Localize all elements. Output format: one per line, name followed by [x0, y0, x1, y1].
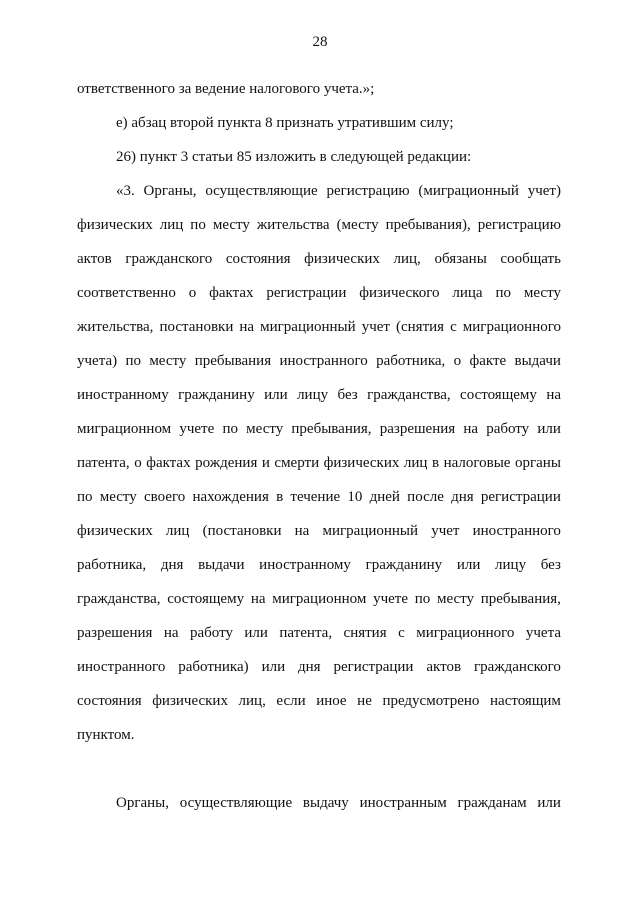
word: пребывания — [194, 353, 272, 369]
word: миграционный — [260, 319, 356, 335]
word: иностранному — [259, 557, 351, 573]
text-line — [77, 242, 561, 276]
word: сообщать — [500, 251, 561, 267]
word: (постановки — [202, 523, 282, 539]
word: состояния — [77, 693, 142, 709]
text-line: пунктом. — [77, 727, 135, 743]
word: месту — [212, 217, 250, 233]
word: Органы, — [116, 795, 169, 811]
word: пребывания, — [480, 591, 561, 607]
word: иностранному — [77, 387, 169, 403]
text-line — [77, 378, 561, 412]
text-line — [77, 616, 561, 650]
word: миграционного — [462, 319, 561, 335]
word: течение — [290, 489, 341, 505]
word: о — [134, 455, 142, 471]
word: иное — [316, 693, 347, 709]
text-line — [77, 514, 561, 548]
word: учет) — [527, 183, 561, 199]
word: миграционном — [77, 421, 172, 437]
word: гражданства, — [77, 591, 161, 607]
word: рождения — [195, 455, 258, 471]
word: факте — [469, 353, 507, 369]
word: пребывания), — [385, 217, 471, 233]
text-line: е) абзац второй пункта 8 признать утратившим силу; — [116, 115, 454, 131]
word: гражданского — [473, 659, 561, 675]
word: (месту — [336, 217, 379, 233]
word: после — [407, 489, 444, 505]
word: работника, — [77, 557, 147, 573]
word: в — [431, 455, 440, 471]
text-line — [77, 548, 561, 582]
word: выдачи — [514, 353, 561, 369]
word: актов — [77, 251, 112, 267]
word: регистрации — [266, 285, 347, 301]
word: по — [222, 421, 238, 437]
word: жительства — [256, 217, 330, 233]
word: учет — [361, 319, 390, 335]
word: по — [125, 353, 141, 369]
word: лиц, — [238, 693, 266, 709]
word: по — [77, 489, 93, 505]
word: иностранным — [359, 795, 447, 811]
word: или — [264, 387, 288, 403]
word: постановки — [159, 319, 234, 335]
word: осуществляющие — [179, 795, 293, 811]
word: месту — [99, 489, 137, 505]
text-line — [77, 582, 561, 616]
word: работника, — [376, 353, 446, 369]
text-line: ответственного за ведение налогового учета.»; — [77, 81, 375, 97]
word: физических — [323, 455, 400, 471]
word: гражданину — [178, 387, 255, 403]
word: физических — [77, 217, 153, 233]
word: или — [261, 659, 286, 675]
word: разрешения — [379, 421, 456, 437]
word: дня — [160, 557, 184, 573]
word: лицу — [297, 387, 329, 403]
word: нахождения — [192, 489, 269, 505]
text-line — [77, 208, 561, 242]
word: актов — [426, 659, 462, 675]
word: миграционном — [272, 591, 367, 607]
word: регистрации — [333, 659, 414, 675]
word: лица — [452, 285, 483, 301]
word: выдачи — [198, 557, 245, 573]
word: осуществляющие — [205, 183, 318, 199]
word: дня — [451, 489, 474, 505]
word: гражданам — [457, 795, 527, 811]
word: если — [276, 693, 306, 709]
word: с — [398, 625, 405, 641]
word: учета) — [77, 353, 118, 369]
word: (миграционный — [418, 183, 519, 199]
word: лиц — [165, 523, 190, 539]
word: по — [414, 591, 431, 607]
word: месту — [436, 591, 475, 607]
word: органы — [514, 455, 561, 471]
text-line — [77, 174, 561, 208]
word: иностранного — [77, 659, 166, 675]
word: на — [239, 319, 255, 335]
word: месту — [149, 353, 187, 369]
word: лицу — [495, 557, 527, 573]
word: лиц, — [393, 251, 421, 267]
text-line — [77, 344, 561, 378]
text-line: 26) пункт 3 статьи 85 изложить в следующей редакции: — [116, 149, 472, 165]
word: иностранного — [279, 353, 368, 369]
word: или — [537, 421, 561, 437]
word: физического — [359, 285, 440, 301]
word: месту — [246, 421, 284, 437]
word: состоящему — [460, 387, 537, 403]
word: соответственно — [77, 285, 176, 301]
word: Органы, — [143, 183, 197, 199]
text-line — [77, 480, 561, 514]
word: состоящему — [167, 591, 245, 607]
text-line — [77, 650, 561, 684]
word: физических — [77, 523, 153, 539]
word: состояния — [225, 251, 291, 267]
word: обязаны — [434, 251, 487, 267]
word: с — [450, 319, 457, 335]
word: 10 — [347, 489, 363, 505]
paragraph-gap — [77, 752, 561, 786]
word: о — [453, 353, 462, 369]
word: на — [463, 421, 479, 437]
text-line — [77, 310, 561, 344]
word: о — [188, 285, 197, 301]
word: работу — [190, 625, 233, 641]
word: настоящим — [490, 693, 561, 709]
word: смерти — [274, 455, 320, 471]
word: регистрацию — [477, 217, 561, 233]
word: налоговые — [443, 455, 511, 471]
text-line — [77, 684, 561, 718]
word: не — [357, 693, 372, 709]
word: (снятия — [395, 319, 445, 335]
word: разрешения — [77, 625, 153, 641]
word: или — [244, 625, 268, 641]
word: по — [190, 217, 206, 233]
word: по — [495, 285, 512, 301]
word: или — [456, 557, 481, 573]
text-line — [77, 412, 561, 446]
word: миграционного — [416, 625, 515, 641]
word: дня — [298, 659, 321, 675]
text-line — [77, 276, 561, 310]
word: дней — [369, 489, 400, 505]
word: предусмотрено — [382, 693, 480, 709]
word: на — [250, 591, 266, 607]
body-text — [77, 72, 561, 820]
word: на — [294, 523, 310, 539]
word: в — [276, 489, 284, 505]
word: без — [337, 387, 358, 403]
word: или — [537, 795, 561, 811]
word: физических — [304, 251, 380, 267]
page-number: 28 — [312, 34, 328, 50]
word: «3. — [116, 183, 135, 199]
word: фактах — [146, 455, 191, 471]
word: жительства, — [77, 319, 154, 335]
word: гражданину — [365, 557, 443, 573]
word: учете — [179, 421, 215, 437]
text-line — [77, 446, 561, 480]
word: миграционный — [322, 523, 419, 539]
word: регистрацию — [326, 183, 410, 199]
word: выдачу — [302, 795, 349, 811]
word: своего — [144, 489, 186, 505]
word: лиц — [159, 217, 184, 233]
word: на — [163, 625, 179, 641]
word: работу — [486, 421, 530, 437]
word: учет — [431, 523, 460, 539]
word: патента, — [77, 455, 130, 471]
word: патента, — [279, 625, 333, 641]
word: гражданства, — [367, 387, 451, 403]
word: учете — [373, 591, 409, 607]
word: учета — [525, 625, 561, 641]
word: лиц — [403, 455, 428, 471]
word: работника) — [178, 659, 249, 675]
word: пребывания, — [291, 421, 372, 437]
word: гражданского — [125, 251, 213, 267]
text-line — [77, 786, 561, 820]
word: иностранного — [472, 523, 561, 539]
word: без — [540, 557, 561, 573]
word: и — [261, 455, 270, 471]
word: месту — [523, 285, 561, 301]
word: физических — [152, 693, 228, 709]
word: на — [546, 387, 561, 403]
word: регистрации — [480, 489, 561, 505]
word: фактах — [209, 285, 254, 301]
word: снятия — [343, 625, 387, 641]
